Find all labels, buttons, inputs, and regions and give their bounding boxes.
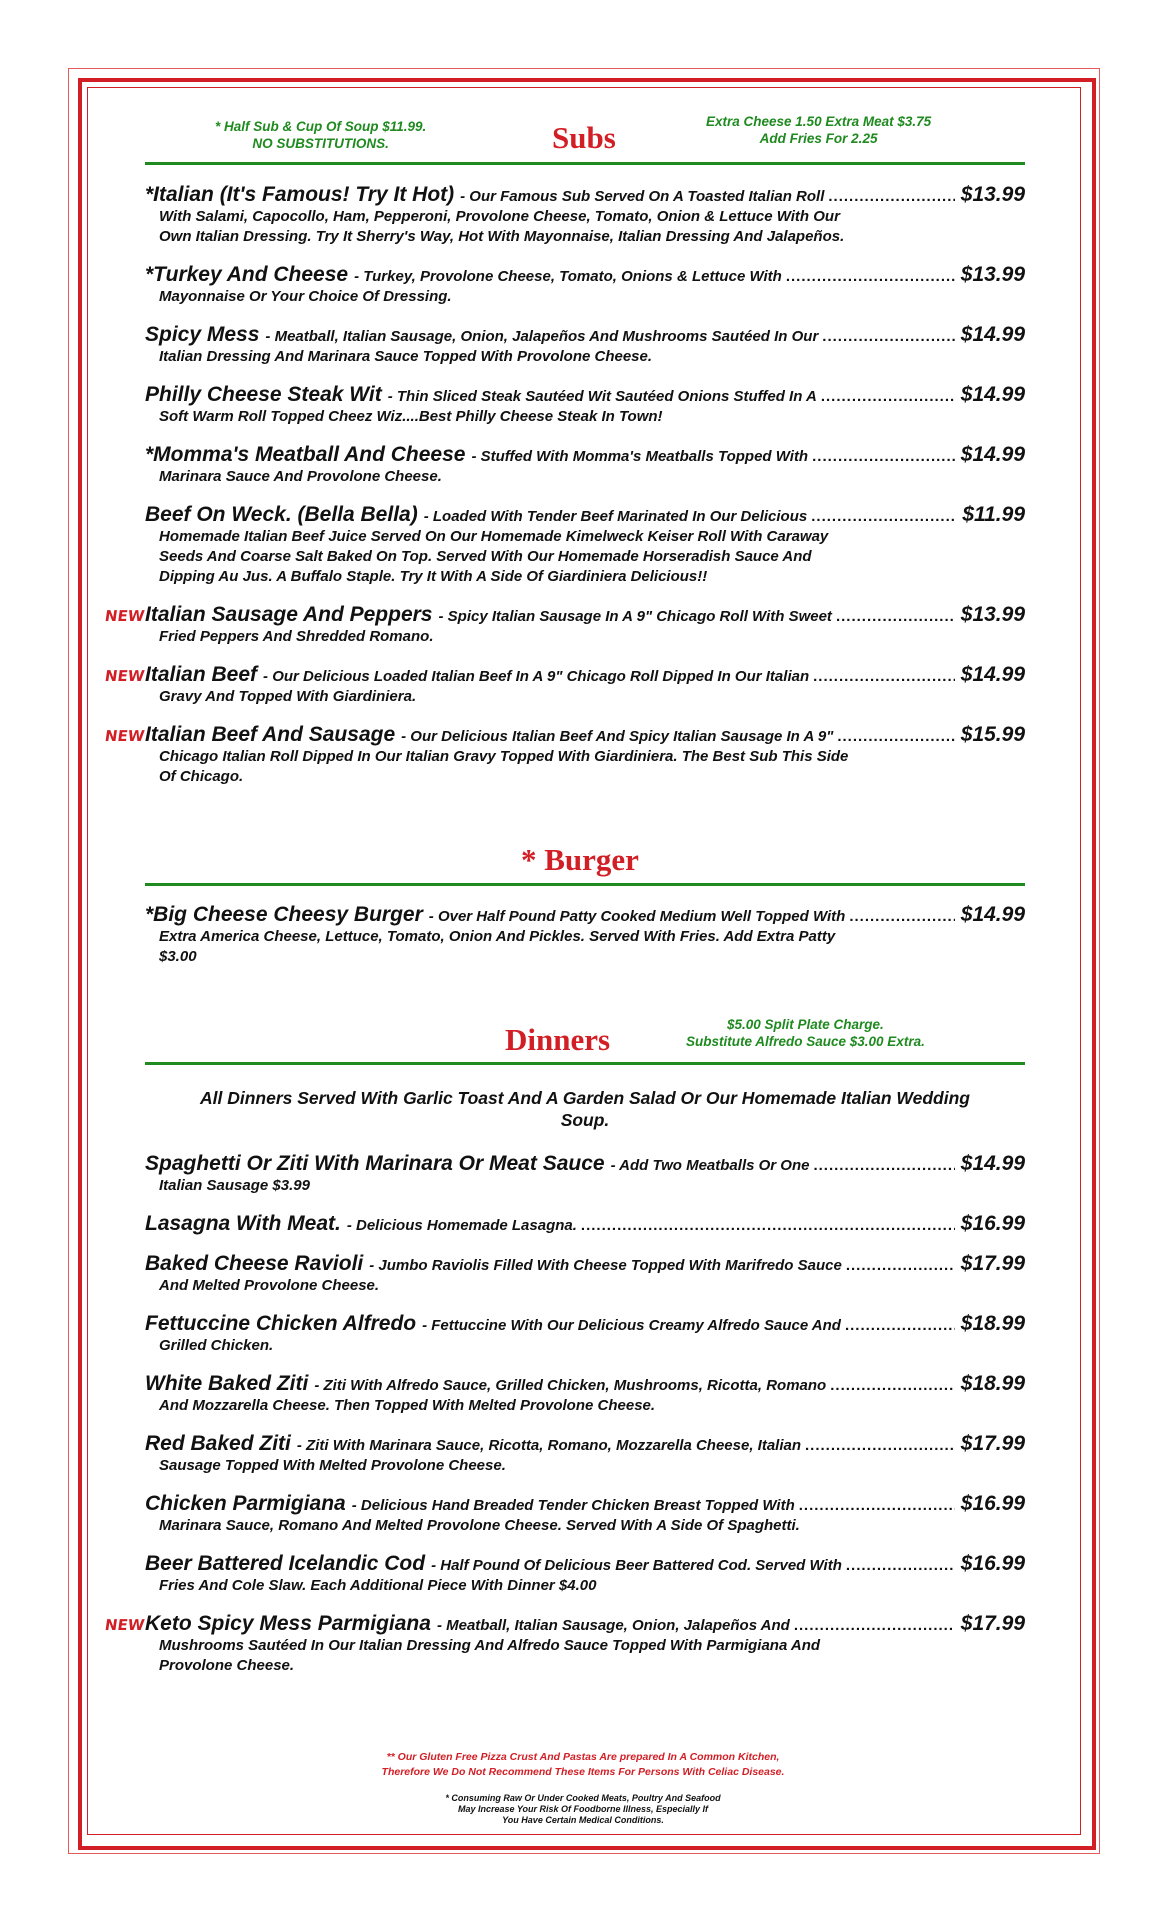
leader-dots [846,1257,955,1274]
burger-rule [145,883,1025,886]
dinners-rule [145,1062,1025,1065]
item-description-line: Marinara Sauce, Romano And Melted Provolone Cheese. Served With A Side Of Spaghetti. [159,1517,800,1534]
item-price: $18.99 [960,1372,1025,1395]
menu-item [103,1612,1025,1676]
item-description: - Our Delicious Italian Beef And Spicy Italian Sausage In A 9" [401,728,834,745]
leader-dots [837,728,954,745]
item-name: Chicken Parmigiana [145,1492,346,1515]
item-price: $16.99 [960,1492,1025,1515]
subs-note-right: Extra Cheese 1.50 Extra Meat $3.75 Add Fries For 2.25 [706,114,932,146]
item-price: $11.99 [962,503,1025,526]
item-description: - Over Half Pound Patty Cooked Medium Well Topped With [428,908,846,925]
item-name: Red Baked Ziti [145,1432,291,1455]
item-description: - Thin Sliced Steak Sautéed Wit Sautéed Onions Stuffed In A [387,388,817,405]
menu-item [145,263,1025,307]
leader-dots [799,1497,955,1514]
item-price: $18.99 [960,1312,1025,1335]
item-price: $15.99 [960,723,1025,746]
item-description: - Our Famous Sub Served On A Toasted Italian Roll [460,188,825,205]
item-description: - Ziti With Marinara Sauce, Ricotta, Romano, Mozzarella Cheese, Italian [296,1437,802,1454]
leader-dots [811,508,956,525]
item-description: - Add Two Meatballs Or One [610,1157,810,1174]
item-description: - Stuffed With Momma's Meatballs Topped With [471,448,809,465]
menu-item [145,383,1025,427]
item-name: Keto Spicy Mess Parmigiana [145,1612,431,1635]
item-description-line: Chicago Italian Roll Dipped In Our Italian Gravy Topped With Giardiniera. The Best Sub This Side [159,748,849,765]
item-description: - Fettuccine With Our Delicious Creamy Alfredo Sauce And [422,1317,841,1334]
item-price: $13.99 [960,263,1025,286]
burger-title: * Burger [521,842,639,877]
item-description-line: Fried Peppers And Shredded Romano. [159,628,434,645]
item-name: Italian Beef And Sausage [145,723,396,746]
menu-item [145,443,1025,487]
menu-item [145,1152,1025,1196]
item-price: $14.99 [960,383,1025,406]
new-badge: NEW [103,1616,146,1634]
menu-item [103,603,1025,647]
item-description-line: Mayonnaise Or Your Choice Of Dressing. [159,288,452,305]
item-description-line: Homemade Italian Beef Juice Served On Our Homemade Kimelweck Keiser Roll With Caraway [159,528,829,545]
new-badge: NEW [103,727,146,745]
item-description: - Spicy Italian Sausage In A 9" Chicago Roll With Sweet [438,608,832,625]
leader-dots [836,608,955,625]
leader-dots [813,668,955,685]
subs-note-left: * Half Sub & Cup Of Soup $11.99. NO SUBSTITUTIONS. [215,119,427,151]
dinners-note-right: $5.00 Split Plate Charge. Substitute Alfredo Sauce $3.00 Extra. [686,1017,925,1049]
item-description-line: Of Chicago. [159,768,244,785]
item-description: - Delicious Hand Breaded Tender Chicken Breast Topped With [351,1497,795,1514]
gluten-notice: ** Our Gluten Free Pizza Crust And Pastas Are prepared In A Common Kitchen, Therefore We Do Not Recommend These Items For Persons With Celiac Disease. [381,1751,785,1778]
item-description-line: And Mozzarella Cheese. Then Topped With Melted Provolone Cheese. [159,1397,656,1414]
dinners-intro: All Dinners Served With Garlic Toast And A Garden Salad Or Our Homemade Italian Wedding Soup. [200,1088,970,1130]
item-description: - Meatball, Italian Sausage, Onion, Jalapeños And Mushrooms Sautéed In Our [265,328,819,345]
menu-item [145,1372,1025,1416]
item-name: Spicy Mess [145,323,260,346]
item-price: $14.99 [960,443,1025,466]
new-badge: NEW [103,607,146,625]
menu-item [103,663,1025,707]
menu-item [103,723,1025,787]
item-description-line: $3.00 [159,948,197,965]
subs-title: Subs [552,120,616,155]
leader-dots [813,1157,954,1174]
item-name: Beef On Weck. (Bella Bella) [145,503,418,526]
leader-dots [822,328,954,345]
item-name: *Big Cheese Cheesy Burger [145,903,423,926]
item-price: $14.99 [960,323,1025,346]
menu-item [145,1212,1025,1236]
item-description: - Turkey, Provolone Cheese, Tomato, Onions & Lettuce With [354,268,782,285]
item-name: Spaghetti Or Ziti With Marinara Or Meat Sauce [145,1152,605,1175]
item-name: *Turkey And Cheese [145,263,349,286]
leader-dots [830,1377,955,1394]
item-description: - Delicious Homemade Lasagna. [346,1217,577,1234]
item-description: - Jumbo Raviolis Filled With Cheese Topped With Marifredo Sauce [369,1257,842,1274]
item-price: $14.99 [960,663,1025,686]
item-description-line: Dipping Au Jus. A Buffalo Staple. Try It With A Side Of Giardiniera Delicious!! [159,568,708,585]
menu-item [145,183,1025,247]
item-name: *Italian (It's Famous! Try It Hot) [145,183,455,206]
item-name: Baked Cheese Ravioli [145,1252,364,1275]
leader-dots [805,1437,955,1454]
leader-dots [845,1317,955,1334]
item-description-line: With Salami, Capocollo, Ham, Pepperoni, Provolone Cheese, Tomato, Onion & Lettuce With Our [159,208,840,225]
menu-item [145,1492,1025,1536]
leader-dots [828,188,954,205]
item-description: - Our Delicious Loaded Italian Beef In A 9" Chicago Roll Dipped In Our Italian [263,668,810,685]
item-description: - Ziti With Alfredo Sauce, Grilled Chicken, Mushrooms, Ricotta, Romano [314,1377,827,1394]
item-name: *Momma's Meatball And Cheese [145,443,466,466]
item-description-line: Marinara Sauce And Provolone Cheese. [159,468,442,485]
raw-food-warning: * Consuming Raw Or Under Cooked Meats, Poultry And Seafood May Increase Your Risk Of Foodborne Illness, Especially If You Have Certain Medical Conditions. [445,1793,721,1825]
item-description-line: Italian Sausage $3.99 [159,1177,310,1194]
item-description: - Loaded With Tender Beef Marinated In Our Delicious [423,508,808,525]
item-price: $17.99 [960,1612,1025,1635]
item-description-line: Extra America Cheese, Lettuce, Tomato, Onion And Pickles. Served With Fries. Add Extra Patty [159,928,836,945]
item-price: $16.99 [960,1212,1025,1235]
leader-dots [794,1617,955,1634]
dinners-title: Dinners [505,1022,611,1057]
item-description: - Half Pound Of Delicious Beer Battered Cod. Served With [431,1557,842,1574]
item-description-line: Italian Dressing And Marinara Sauce Topped With Provolone Cheese. [159,348,653,365]
menu-item [145,503,1025,587]
item-description-line: Provolone Cheese. [159,1657,295,1674]
item-price: $16.99 [960,1552,1025,1575]
item-description-line: Sausage Topped With Melted Provolone Cheese. [159,1457,506,1474]
item-description-line: Mushrooms Sautéed In Our Italian Dressing And Alfredo Sauce Topped With Parmigiana And [159,1637,821,1654]
item-name: Beer Battered Icelandic Cod [145,1552,426,1575]
menu-item [145,903,1025,967]
item-description-line: And Melted Provolone Cheese. [159,1277,380,1294]
leader-dots [581,1217,955,1234]
item-description-line: Fries And Cole Slaw. Each Additional Piece With Dinner $4.00 [159,1577,597,1594]
item-price: $17.99 [960,1432,1025,1455]
item-name: Philly Cheese Steak Wit [145,383,382,406]
item-description: - Meatball, Italian Sausage, Onion, Jalapeños And [436,1617,790,1634]
item-name: Fettuccine Chicken Alfredo [145,1312,417,1335]
item-description-line: Grilled Chicken. [159,1337,274,1354]
item-name: White Baked Ziti [145,1372,309,1395]
item-price: $13.99 [960,183,1025,206]
item-price: $14.99 [960,1152,1025,1175]
leader-dots [786,268,955,285]
menu-item [145,1252,1025,1296]
item-description-line: Gravy And Topped With Giardiniera. [159,688,417,705]
item-price: $13.99 [960,603,1025,626]
item-name: Italian Beef [145,663,258,686]
new-badge: NEW [103,667,146,685]
item-price: $14.99 [960,903,1025,926]
menu-item [145,1312,1025,1356]
item-name: Italian Sausage And Peppers [145,603,433,626]
menu-item [145,1552,1025,1596]
item-description-line: Seeds And Coarse Salt Baked On Top. Served With Our Homemade Horseradish Sauce And [159,548,812,565]
item-description-line: Own Italian Dressing. Try It Sherry's Way, Hot With Mayonnaise, Italian Dressing And Jalapeños. [159,228,845,245]
leader-dots [812,448,955,465]
leader-dots [849,908,954,925]
item-name: Lasagna With Meat. [145,1212,341,1235]
item-price: $17.99 [960,1252,1025,1275]
leader-dots [846,1557,955,1574]
leader-dots [821,388,955,405]
subs-rule [145,162,1025,165]
item-description-line: Soft Warm Roll Topped Cheez Wiz....Best Philly Cheese Steak In Town! [159,408,663,425]
menu-item [145,323,1025,367]
menu-item [145,1432,1025,1476]
